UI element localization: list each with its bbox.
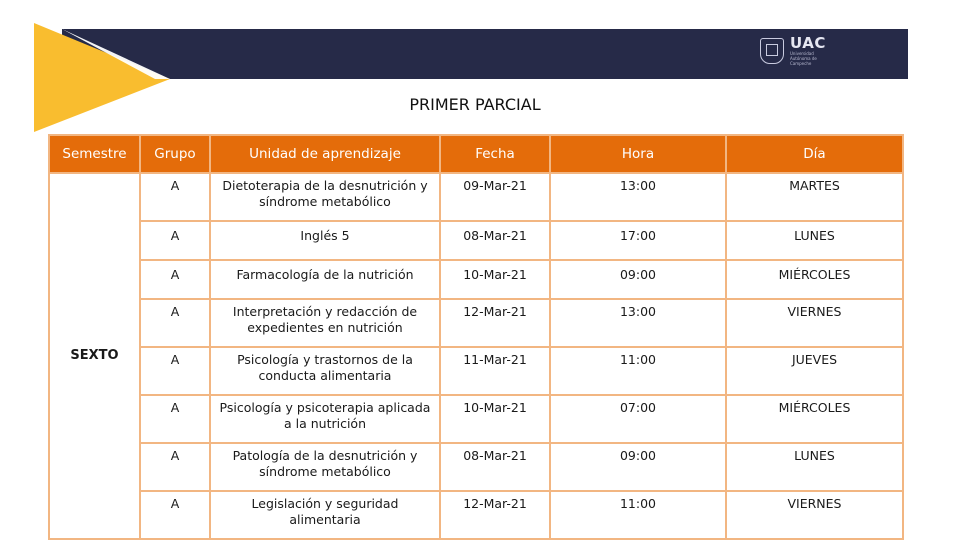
grupo-cell: A: [140, 299, 210, 347]
fecha-cell: 11-Mar-21: [440, 347, 550, 395]
grupo-cell: A: [140, 260, 210, 299]
yellow-triangle-decoration: [0, 0, 170, 140]
unidad-cell: Legislación y seguridad alimentaria: [210, 491, 440, 539]
grupo-cell: A: [140, 347, 210, 395]
unidad-cell: Patología de la desnutrición y síndrome metabólico: [210, 443, 440, 491]
header-unidad: Unidad de aprendizaje: [210, 135, 440, 173]
table-row: [49, 491, 903, 539]
table-row: [49, 221, 903, 260]
hora-cell: 11:00: [550, 347, 726, 395]
exam-schedule-table: [48, 134, 904, 540]
unidad-cell: Dietoterapia de la desnutrición y síndrome metabólico: [210, 173, 440, 221]
header-semestre: Semestre: [49, 135, 140, 173]
fecha-cell: 08-Mar-21: [440, 443, 550, 491]
table-header-row: [49, 135, 903, 173]
unidad-cell: Interpretación y redacción de expedientes en nutrición: [210, 299, 440, 347]
unidad-cell: Inglés 5: [210, 221, 440, 260]
logo-name: UAC: [790, 34, 826, 52]
table-row: [49, 347, 903, 395]
table-row: [49, 443, 903, 491]
dia-cell: VIERNES: [726, 299, 903, 347]
header-fecha: Fecha: [440, 135, 550, 173]
semestre-cell: SEXTO: [49, 173, 140, 539]
grupo-cell: A: [140, 221, 210, 260]
hora-cell: 11:00: [550, 491, 726, 539]
grupo-cell: A: [140, 491, 210, 539]
fecha-cell: 09-Mar-21: [440, 173, 550, 221]
unidad-cell: Psicología y psicoterapia aplicada a la nutrición: [210, 395, 440, 443]
dia-cell: MIÉRCOLES: [726, 260, 903, 299]
fecha-cell: 10-Mar-21: [440, 260, 550, 299]
dia-cell: LUNES: [726, 443, 903, 491]
grupo-cell: A: [140, 395, 210, 443]
hora-cell: 07:00: [550, 395, 726, 443]
fecha-cell: 12-Mar-21: [440, 491, 550, 539]
crest-icon: [760, 38, 784, 64]
header-dia: Día: [726, 135, 903, 173]
table-row: [49, 260, 903, 299]
hora-cell: 09:00: [550, 260, 726, 299]
fecha-cell: 08-Mar-21: [440, 221, 550, 260]
dia-cell: LUNES: [726, 221, 903, 260]
table-row: [49, 395, 903, 443]
dia-cell: MARTES: [726, 173, 903, 221]
grupo-cell: A: [140, 443, 210, 491]
uac-logo: [760, 36, 834, 66]
fecha-cell: 10-Mar-21: [440, 395, 550, 443]
hora-cell: 09:00: [550, 443, 726, 491]
hora-cell: 17:00: [550, 221, 726, 260]
logo-subtitle: Universidad Autónoma de Campeche: [790, 51, 817, 66]
unidad-cell: Psicología y trastornos de la conducta alimentaria: [210, 347, 440, 395]
grupo-cell: A: [140, 173, 210, 221]
fecha-cell: 12-Mar-21: [440, 299, 550, 347]
table-row: [49, 173, 903, 221]
hora-cell: 13:00: [550, 173, 726, 221]
dia-cell: VIERNES: [726, 491, 903, 539]
header-grupo: Grupo: [140, 135, 210, 173]
page-title: PRIMER PARCIAL: [409, 95, 541, 114]
unidad-cell: Farmacología de la nutrición: [210, 260, 440, 299]
hora-cell: 13:00: [550, 299, 726, 347]
dia-cell: JUEVES: [726, 347, 903, 395]
dia-cell: MIÉRCOLES: [726, 395, 903, 443]
table-row: [49, 299, 903, 347]
header-hora: Hora: [550, 135, 726, 173]
